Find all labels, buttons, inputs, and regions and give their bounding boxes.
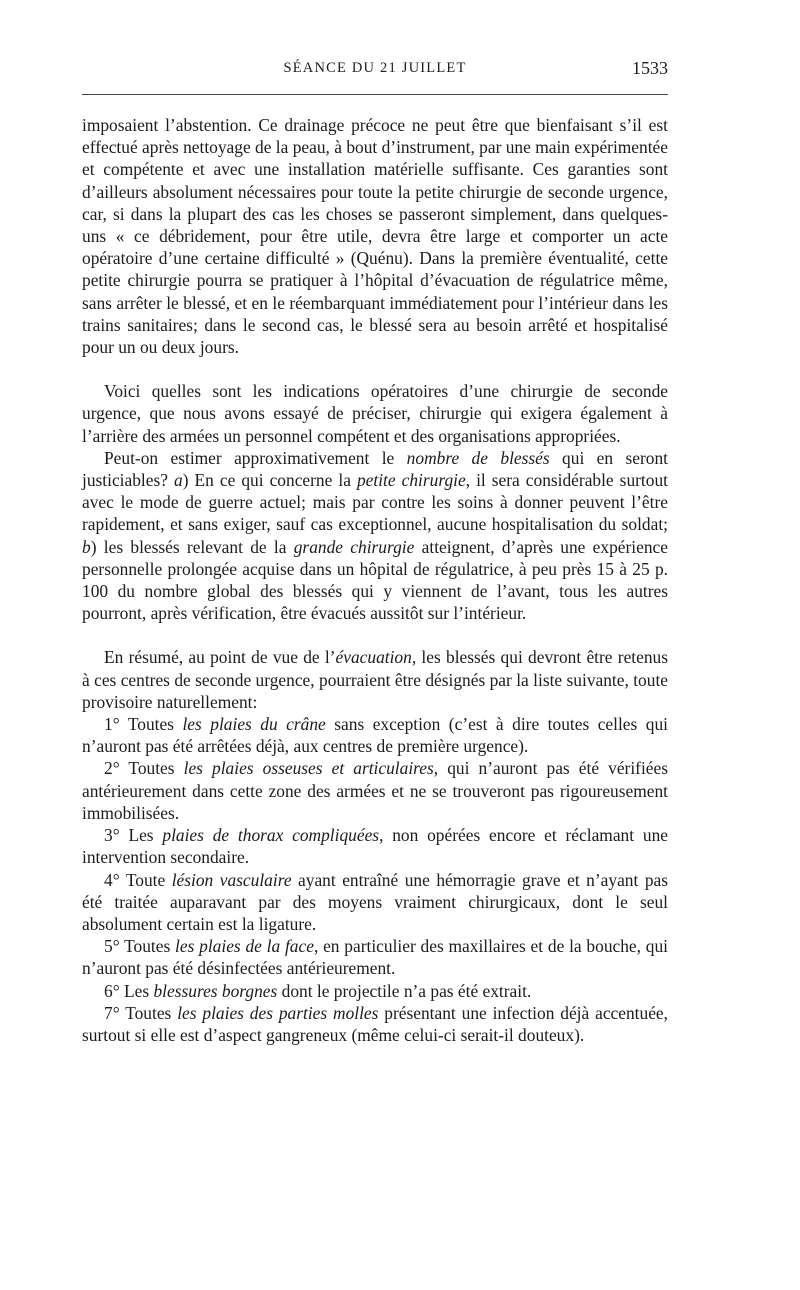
italic-span: les plaies du crâne — [182, 714, 326, 735]
item-number: 6° — [104, 980, 120, 1001]
text-span: Peut-on estimer approximativement le — [104, 447, 407, 468]
list-item — [82, 713, 668, 757]
item-number: 4° — [104, 869, 120, 890]
italic-span: les plaies des parties molles — [177, 1002, 379, 1023]
text-span: Toutes — [119, 936, 176, 957]
text-span: En résumé, au point de vue de l’ — [104, 647, 336, 668]
italic-span: b — [82, 536, 91, 557]
item-number: 2° — [104, 758, 120, 779]
italic-span: nombre de blessés — [406, 447, 550, 468]
text-span: présentant une infection déjà accentuée, surtout si elle est d’aspect gangreneux (même celui-ci serait-il douteux). — [82, 1002, 668, 1045]
text-span: , les blessés qui devront être retenus à ces centres de seconde urgence, pourraient être désignés par la liste suivante, toute provisoire naturellement: — [82, 647, 668, 712]
paragraph-3 — [82, 447, 668, 625]
italic-span: évacuation — [335, 647, 412, 668]
text-span: , non opérées encore et réclamant une intervention secondaire. — [82, 825, 668, 868]
italic-span: grande chirurgie — [293, 536, 415, 557]
item-number: 7° — [104, 1002, 120, 1023]
text-span: Toutes — [119, 758, 184, 779]
page-header — [82, 60, 668, 88]
text-span: , qui n’auront pas été vérifiées antérieurement dans cette zone des armées et ne se trouveront pas rigoureusement immobilisées. — [82, 758, 668, 823]
text-span: sans exception (c’est à dire toutes celles qui n’auront pas été arrêtées déjà, aux centres de première urgence). — [82, 714, 669, 757]
page-number: 1533 — [632, 58, 668, 78]
paragraph-gap — [82, 358, 668, 380]
list-item — [82, 757, 668, 824]
paragraph-1: imposaient l’abstention. Ce drainage précoce ne peut être que bienfaisant s’il est effectué après nettoyage de la peau, à bout d’instrument, par une main expérimentée et compétente et avec une installation matérielle suffisante. Ces garanties sont d’ailleurs absolument nécessaires pour toute la petite chirurgie de seconde urgence, car, si dans la plupart des cas les choses se passeront simplement, dans quelques-uns « ce débridement, pour être utile, devra être large et comporter un acte opératoire d’une certaine difficulté » (Quénu). Dans la première éventualité, cette petite chirurgie pourra se pratiquer à l’hôpital d’évacuation de régulatrice même, sans arrêter le blessé, et en le réembarquant immédiatement pour l’intérieur dans les trains sanitaires; dans le second cas, le blessé sera au besoin arrêté et hospitalisé pour un ou deux jours. — [82, 115, 668, 358]
text-span: ayant entraîné une hémorragie grave et n’ayant pas été traitée auparavant par des moyens vraiment chirurgicaux, dont le seul absolument certain est la ligature. — [82, 869, 669, 934]
italic-span: a — [174, 470, 183, 491]
text-span: Toutes — [119, 714, 183, 735]
text-span: , il sera considérable surtout avec le mode de guerre actuel; mais par contre les soins à donner peuvent l’être rapidement, et sans exiger, sauf cas exceptionnel, aucune hospitalisation du soldat; — [82, 470, 668, 535]
body-text — [82, 114, 668, 1046]
italic-span: les plaies osseuses et articulaires — [183, 758, 434, 779]
list-item — [82, 935, 668, 979]
text-span: , en particulier des maxillaires et de la bouche, qui n’auront pas été désinfectées antérieurement. — [82, 936, 668, 979]
item-number: 5° — [104, 936, 120, 957]
text-span: atteignent, d’après une expérience personnelle prolongée acquise dans un hôpital de régulatrice, à peu près 15 à 25 p. 100 du nombre global des blessés qui y viennent de l’avant, tous les autres pourront, après vérification, être évacués aussitôt sur l’intérieur. — [82, 536, 668, 624]
text-span: Les — [119, 980, 154, 1001]
italic-span: lésion vasculaire — [171, 869, 292, 890]
text-span: Les — [119, 825, 163, 846]
item-number: 1° — [104, 714, 120, 735]
italic-span: plaies de thorax compliquées — [162, 825, 380, 846]
paragraph-2: Voici quelles sont les indications opératoires d’une chirurgie de seconde urgence, que nous avons essayé de préciser, chirurgie qui exigera également à l’arrière des armées un personnel compétent et des organisations appropriées. — [82, 381, 668, 446]
list-item — [82, 1002, 668, 1046]
italic-span: petite chirurgie — [356, 470, 466, 491]
list-item — [82, 824, 668, 868]
list-item — [82, 869, 668, 936]
item-number: 3° — [104, 825, 120, 846]
text-span: dont le projectile n’a pas été extrait. — [277, 980, 532, 1001]
text-span: Toutes — [119, 1002, 178, 1023]
running-title: SÉANCE DU 21 JUILLET — [283, 60, 467, 76]
text-span: ) En ce qui concerne la — [182, 470, 357, 491]
paragraph-gap — [82, 624, 668, 646]
italic-span: blessures borgnes — [153, 980, 278, 1001]
header-rule — [82, 94, 668, 95]
italic-span: les plaies de la face — [175, 936, 314, 957]
list-item — [82, 980, 668, 1002]
text-span: ) les blessés relevant de la — [90, 536, 294, 557]
text-span: qui en seront justiciables? — [82, 447, 668, 491]
text-span: Toute — [119, 869, 172, 890]
paragraph-4 — [82, 646, 668, 713]
